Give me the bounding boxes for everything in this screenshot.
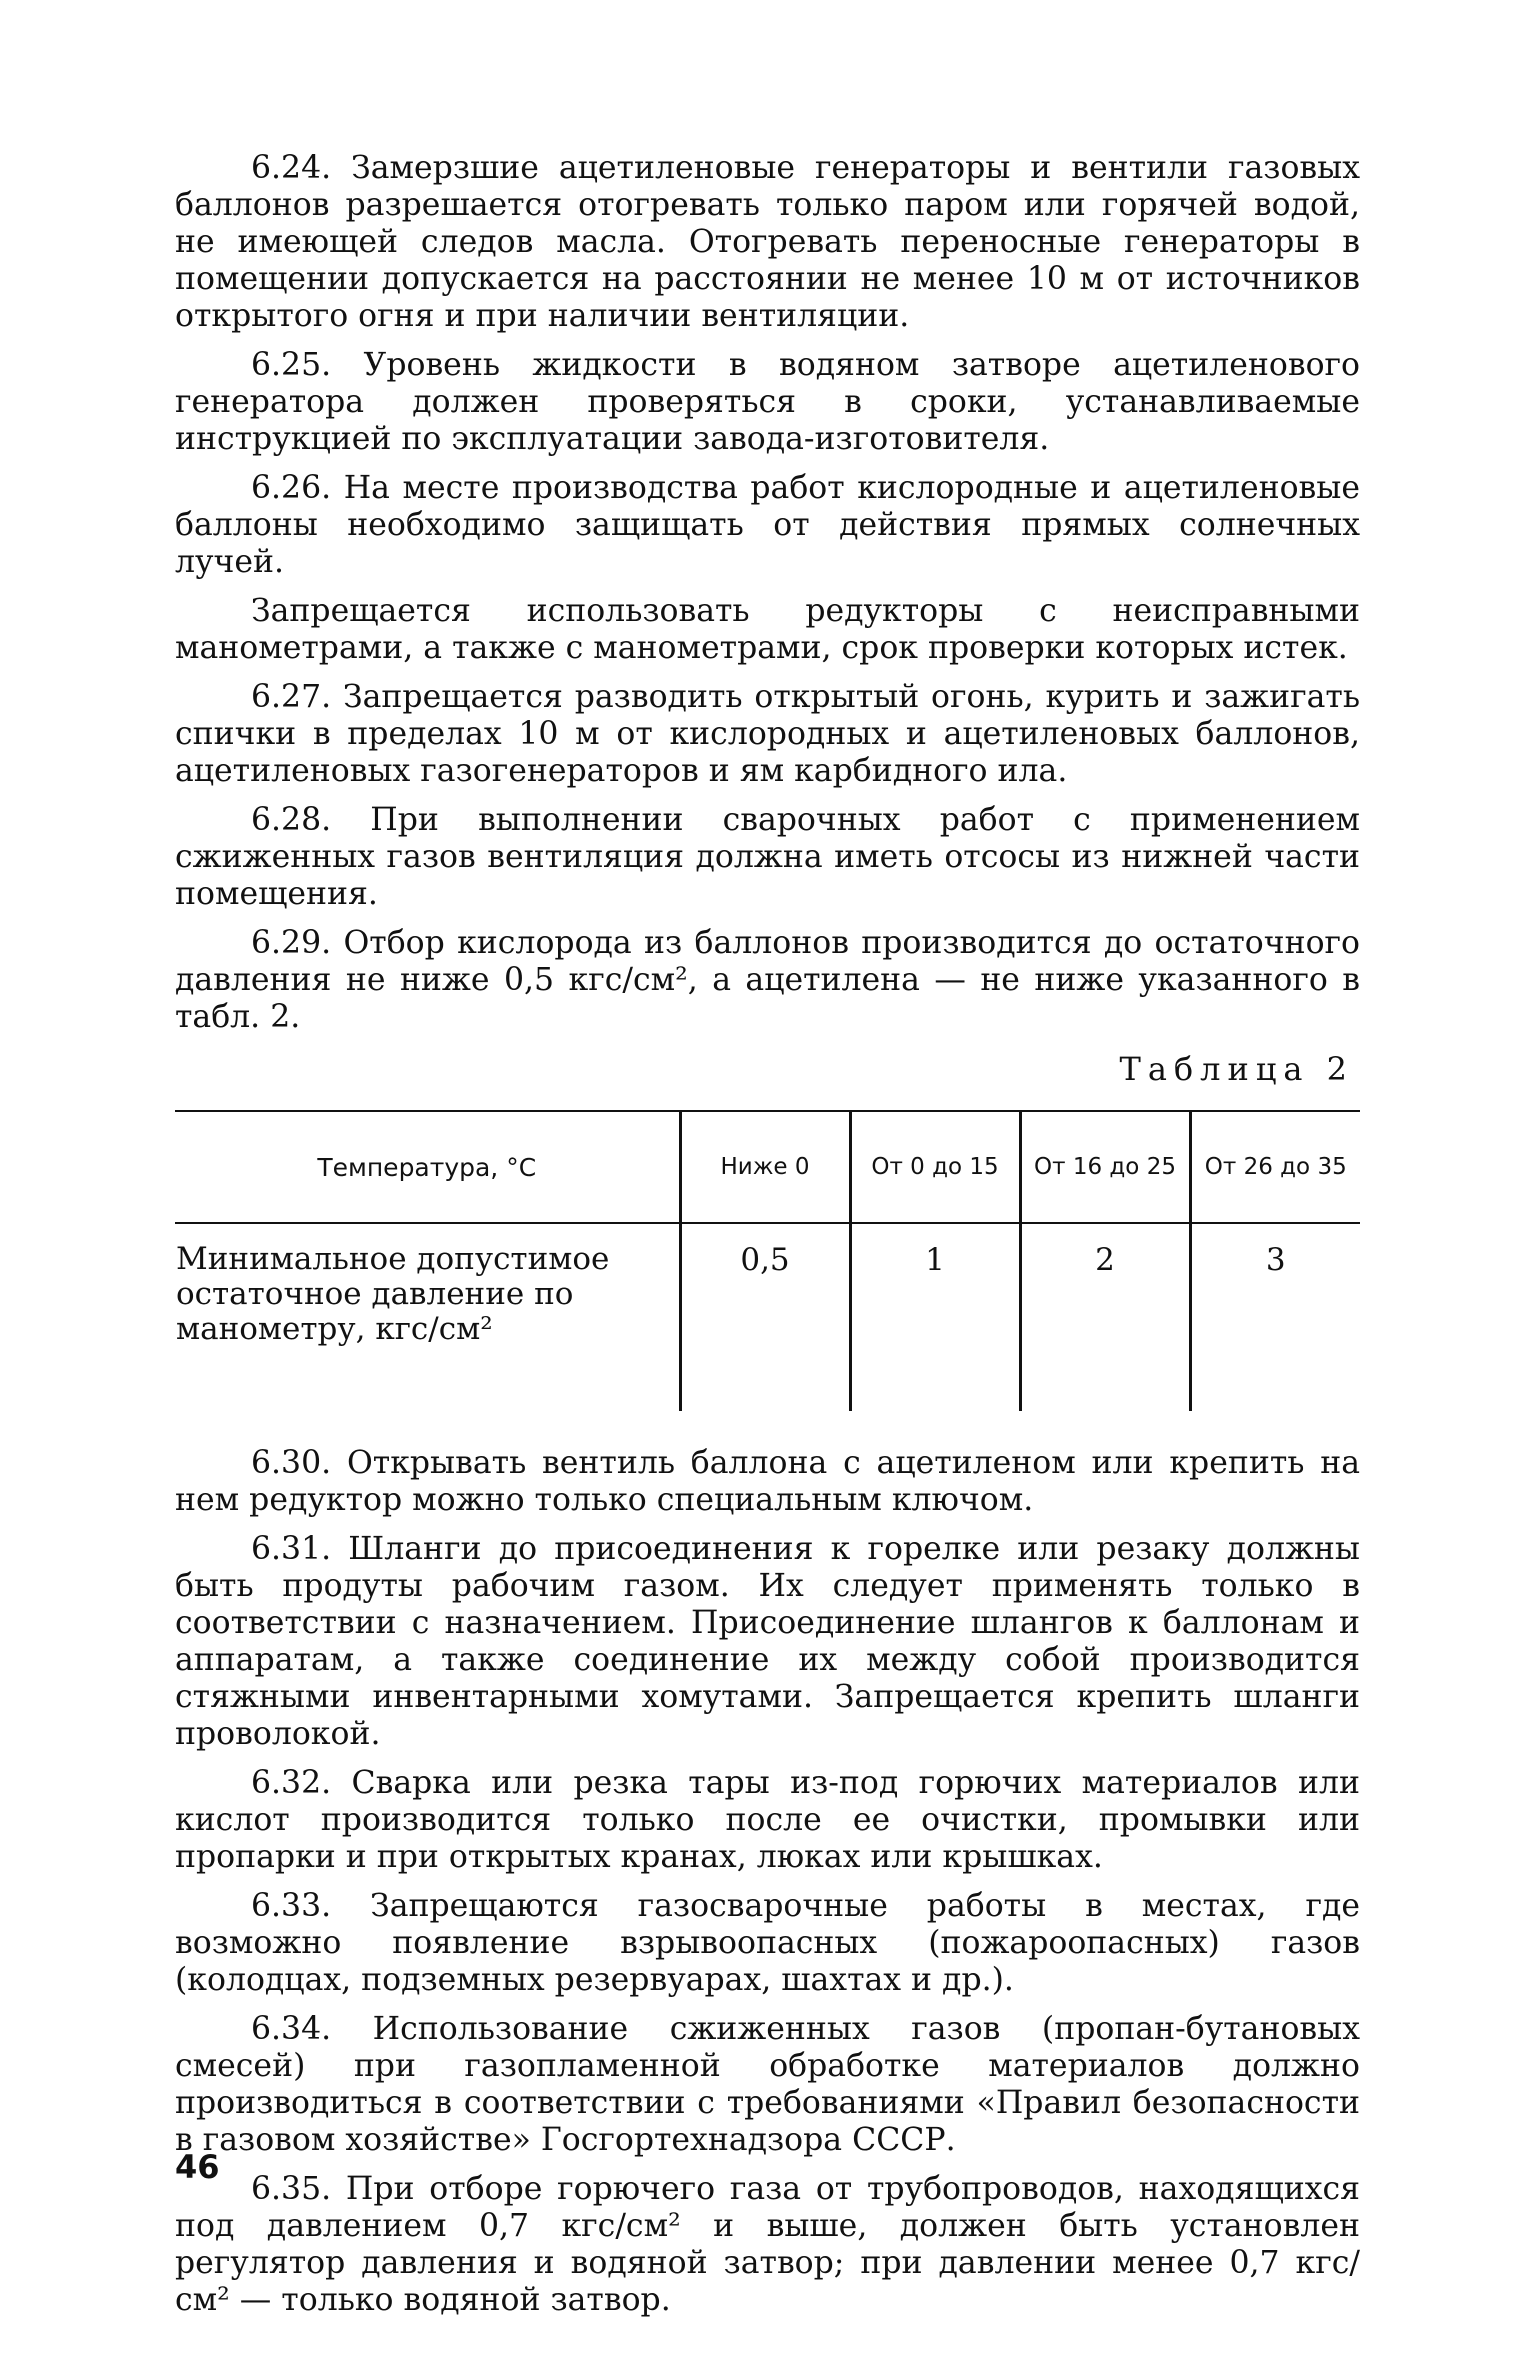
paragraph-6-32: 6.32. Сварка или резка тары из-под горючих материалов или кислот производится только после ее очистки, промывки или пропарки и при открытых кранах, люках или крышках. xyxy=(175,1765,1360,1875)
paragraph-6-29: 6.29. Отбор кислорода из баллонов производится до остаточного давления не ниже 0,5 кгс/см², а ацетилена — не ниже указанного в табл. 2. xyxy=(175,925,1360,1035)
header-26-35: От 26 до 35 xyxy=(1190,1111,1360,1223)
value-below-0: 0,5 xyxy=(680,1223,850,1411)
page-number: 46 xyxy=(175,2148,220,2186)
document-page xyxy=(175,150,1360,2331)
value-0-15: 1 xyxy=(850,1223,1020,1411)
paragraph-reducers: Запрещается использовать редукторы с неисправными манометрами, а также с манометрами, срок проверки которых истек. xyxy=(175,593,1360,666)
paragraph-6-27: 6.27. Запрещается разводить открытый огонь, курить и зажигать спички в пределах 10 м от кислородных и ацетиленовых баллонов, ацетиленовых газогенераторов и ям карбидного ила. xyxy=(175,679,1360,789)
paragraph-6-31: 6.31. Шланги до присоединения к горелке или резаку должны быть продуты рабочим газом. Их следует применять только в соответствии с назначением. Присоединение шлангов к баллонам и аппаратам, а также соединение их между собой производится стяжными инвентарными хомутами. Запрещается крепить шланги проволокой. xyxy=(175,1531,1360,1752)
paragraph-6-28: 6.28. При выполнении сварочных работ с применением сжиженных газов вентиляция должна иметь отсосы из нижней части помещения. xyxy=(175,802,1360,912)
paragraph-6-25: 6.25. Уровень жидкости в водяном затворе ацетиленового генератора должен проверяться в сроки, устанавливаемые инструкцией по эксплуатации завода-изготовителя. xyxy=(175,347,1360,457)
paragraph-6-24: 6.24. Замерзшие ацетиленовые генераторы и вентили газовых баллонов разрешается отогревать только паром или горячей водой, не имеющей следов масла. Отогревать переносные генераторы в помещении допускается на расстоянии не менее 10 м от источников открытого огня и при наличии вентиляции. xyxy=(175,150,1360,334)
table-row xyxy=(175,1223,1360,1411)
paragraph-6-34: 6.34. Использование сжиженных газов (пропан-бутановых смесей) при газопламенной обработке материалов должно производиться в соответствии с требованиями «Правил безопасности в газовом хозяйстве» Госгортехнадзора СССР. xyxy=(175,2011,1360,2158)
table-caption: Таблица 2 xyxy=(1119,1050,1354,1088)
header-temperature: Температура, °С xyxy=(317,1152,537,1182)
row-label: Минимальное допустимое остаточное давление по манометру, кгс/см² xyxy=(176,1241,610,1347)
header-below-0: Ниже 0 xyxy=(680,1111,850,1223)
table-header-row xyxy=(175,1111,1360,1223)
value-16-25: 2 xyxy=(1020,1223,1190,1411)
header-16-25: От 16 до 25 xyxy=(1020,1111,1190,1223)
paragraph-6-26: 6.26. На месте производства работ кислородные и ацетиленовые баллоны необходимо защищать от действия прямых солнечных лучей. xyxy=(175,470,1360,580)
paragraph-6-35: 6.35. При отборе горючего газа от трубопроводов, находящихся под давлением 0,7 кгс/см² и выше, должен быть установлен регулятор давления и водяной затвор; при давлении менее 0,7 кгс/см² — только водяной затвор. xyxy=(175,2171,1360,2318)
value-26-35: 3 xyxy=(1190,1223,1360,1411)
header-0-15: От 0 до 15 xyxy=(850,1111,1020,1223)
paragraph-6-30: 6.30. Открывать вентиль баллона с ацетиленом или крепить на нем редуктор можно только специальным ключом. xyxy=(175,1445,1360,1518)
paragraph-6-33: 6.33. Запрещаются газосварочные работы в местах, где возможно появление взрывоопасных (пожароопасных) газов (колодцах, подземных резервуарах, шахтах и др.). xyxy=(175,1888,1360,1998)
pressure-table xyxy=(175,1110,1360,1411)
